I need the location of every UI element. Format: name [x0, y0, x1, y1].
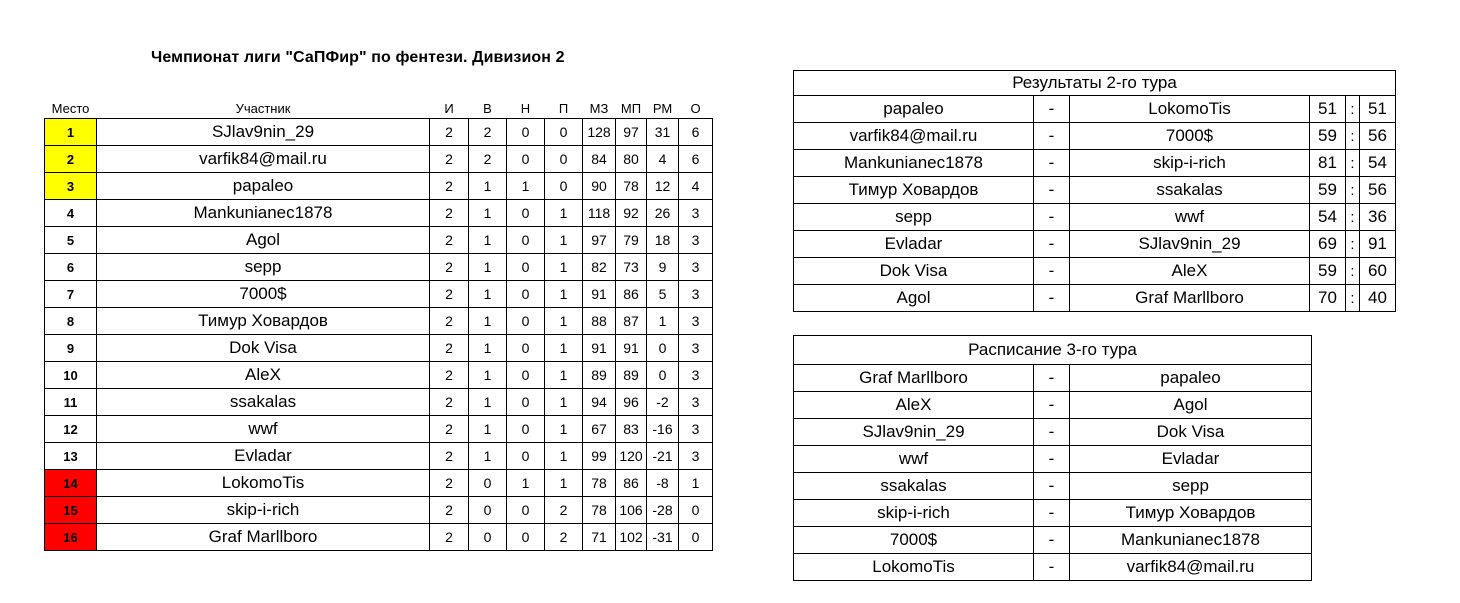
result-row: [794, 231, 1396, 258]
away-team-cell: 7000$: [1070, 123, 1310, 150]
stat-cell: 0: [647, 335, 679, 362]
standings-table: [44, 98, 713, 551]
participant-cell: 7000$: [97, 281, 430, 308]
participant-cell: ssakalas: [97, 389, 430, 416]
stat-cell: 94: [583, 389, 616, 416]
table-row: [45, 119, 713, 146]
stat-cell: 79: [616, 227, 647, 254]
col-header: П: [558, 100, 569, 116]
colon-cell: :: [1346, 285, 1360, 312]
stat-cell: 1: [507, 470, 545, 497]
away-team-cell: skip-i-rich: [1070, 150, 1310, 177]
stat-cell: 1: [545, 200, 583, 227]
participant-cell: Dok Visa: [97, 335, 430, 362]
stat-cell: 82: [583, 254, 616, 281]
stat-cell: 92: [616, 200, 647, 227]
stat-cell: 1: [545, 416, 583, 443]
stat-cell: 1: [545, 389, 583, 416]
away-team-cell: sepp: [1070, 473, 1312, 500]
col-header: И: [444, 100, 454, 116]
home-team-cell: Тимур Ховардов: [794, 177, 1034, 204]
stat-cell: 120: [616, 443, 647, 470]
stat-cell: 2: [430, 389, 469, 416]
home-team-cell: Graf Marllboro: [794, 365, 1034, 392]
home-team-cell: Evladar: [794, 231, 1034, 258]
stat-cell: -2: [647, 389, 679, 416]
home-score-cell: 59: [1310, 258, 1346, 285]
home-score-cell: 54: [1310, 204, 1346, 231]
stat-cell: 0: [507, 416, 545, 443]
stat-cell: 1: [469, 389, 507, 416]
participant-cell: Agol: [97, 227, 430, 254]
participant-cell: sepp: [97, 254, 430, 281]
home-team-cell: Mankunianec1878: [794, 150, 1034, 177]
stat-cell: 88: [583, 308, 616, 335]
stat-cell: 1: [469, 362, 507, 389]
place-cell: 4: [45, 200, 97, 227]
place-cell: 7: [45, 281, 97, 308]
stat-cell: 31: [647, 119, 679, 146]
stat-cell: 1: [469, 200, 507, 227]
dash-cell: -: [1034, 419, 1070, 446]
stat-cell: 80: [616, 146, 647, 173]
stat-cell: 0: [507, 281, 545, 308]
stat-cell: 0: [647, 362, 679, 389]
stat-cell: 1: [545, 308, 583, 335]
schedule-caption: Расписание 3-го тура: [794, 336, 1312, 365]
stat-cell: 0: [507, 308, 545, 335]
home-team-cell: Dok Visa: [794, 258, 1034, 285]
stat-cell: 91: [616, 335, 647, 362]
away-team-cell: varfik84@mail.ru: [1070, 554, 1312, 581]
col-header: МЗ: [589, 100, 609, 116]
dash-cell: -: [1034, 285, 1070, 312]
stat-cell: 1: [469, 173, 507, 200]
stat-cell: 0: [507, 335, 545, 362]
col-header: РМ: [652, 100, 673, 116]
stat-cell: 87: [616, 308, 647, 335]
away-score-cell: 91: [1360, 231, 1396, 258]
stat-cell: -16: [647, 416, 679, 443]
schedule-row: [794, 446, 1312, 473]
stat-cell: 2: [430, 362, 469, 389]
away-score-cell: 54: [1360, 150, 1396, 177]
colon-cell: :: [1346, 177, 1360, 204]
home-team-cell: SJlav9nin_29: [794, 419, 1034, 446]
dash-cell: -: [1034, 446, 1070, 473]
results-caption: Результаты 2-го тура: [794, 71, 1396, 96]
result-row: [794, 177, 1396, 204]
dash-cell: -: [1034, 500, 1070, 527]
stat-cell: 2: [430, 173, 469, 200]
colon-cell: :: [1346, 258, 1360, 285]
table-row: [45, 470, 713, 497]
participant-cell: skip-i-rich: [97, 497, 430, 524]
table-row: [45, 335, 713, 362]
stat-cell: 1: [469, 308, 507, 335]
stat-cell: 0: [507, 200, 545, 227]
stat-cell: 2: [430, 281, 469, 308]
stat-cell: 0: [507, 497, 545, 524]
result-row: [794, 258, 1396, 285]
stat-cell: 1: [469, 281, 507, 308]
participant-cell: varfik84@mail.ru: [97, 146, 430, 173]
home-team-cell: Agol: [794, 285, 1034, 312]
table-row: [45, 173, 713, 200]
dash-cell: -: [1034, 204, 1070, 231]
schedule-row: [794, 365, 1312, 392]
participant-cell: papaleo: [97, 173, 430, 200]
stat-cell: 3: [679, 389, 713, 416]
dash-cell: -: [1034, 365, 1070, 392]
stat-cell: 2: [430, 497, 469, 524]
stat-cell: 1: [469, 335, 507, 362]
away-score-cell: 56: [1360, 123, 1396, 150]
stat-cell: 3: [679, 281, 713, 308]
stat-cell: 91: [583, 335, 616, 362]
place-cell: 9: [45, 335, 97, 362]
stat-cell: 2: [430, 524, 469, 551]
colon-cell: :: [1346, 204, 1360, 231]
col-header: Место: [51, 100, 90, 116]
away-team-cell: papaleo: [1070, 365, 1312, 392]
stat-cell: 78: [583, 470, 616, 497]
home-team-cell: AleX: [794, 392, 1034, 419]
schedule-table: [793, 335, 1312, 581]
away-team-cell: Evladar: [1070, 446, 1312, 473]
stat-cell: 0: [545, 173, 583, 200]
home-team-cell: wwf: [794, 446, 1034, 473]
home-score-cell: 59: [1310, 177, 1346, 204]
stat-cell: 78: [583, 497, 616, 524]
stat-cell: 2: [430, 146, 469, 173]
away-team-cell: AleX: [1070, 258, 1310, 285]
stat-cell: 1: [469, 443, 507, 470]
stat-cell: 0: [469, 524, 507, 551]
stat-cell: 26: [647, 200, 679, 227]
stat-cell: 3: [679, 335, 713, 362]
schedule-row: [794, 419, 1312, 446]
dash-cell: -: [1034, 231, 1070, 258]
away-team-cell: Agol: [1070, 392, 1312, 419]
stat-cell: 90: [583, 173, 616, 200]
stat-cell: 1: [545, 281, 583, 308]
table-row: [45, 497, 713, 524]
place-cell: 3: [45, 173, 97, 200]
place-cell: 5: [45, 227, 97, 254]
stat-cell: 89: [583, 362, 616, 389]
stat-cell: 18: [647, 227, 679, 254]
table-row: [45, 254, 713, 281]
stat-cell: 12: [647, 173, 679, 200]
stat-cell: 1: [545, 443, 583, 470]
stat-cell: 1: [545, 254, 583, 281]
away-team-cell: Graf Marllboro: [1070, 285, 1310, 312]
stat-cell: 3: [679, 254, 713, 281]
col-header: Участник: [235, 100, 291, 116]
stat-cell: 67: [583, 416, 616, 443]
stat-cell: 99: [583, 443, 616, 470]
stat-cell: 106: [616, 497, 647, 524]
stat-cell: 1: [545, 335, 583, 362]
stat-cell: 2: [430, 227, 469, 254]
stat-cell: 5: [647, 281, 679, 308]
result-row: [794, 150, 1396, 177]
participant-cell: Evladar: [97, 443, 430, 470]
away-team-cell: ssakalas: [1070, 177, 1310, 204]
place-cell: 2: [45, 146, 97, 173]
colon-cell: :: [1346, 150, 1360, 177]
table-row: [45, 362, 713, 389]
stat-cell: -28: [647, 497, 679, 524]
stat-cell: 3: [679, 443, 713, 470]
stat-cell: 128: [583, 119, 616, 146]
away-score-cell: 60: [1360, 258, 1396, 285]
result-row: [794, 285, 1396, 312]
table-row: [45, 389, 713, 416]
dash-cell: -: [1034, 258, 1070, 285]
home-team-cell: ssakalas: [794, 473, 1034, 500]
home-team-cell: sepp: [794, 204, 1034, 231]
away-team-cell: Mankunianec1878: [1070, 527, 1312, 554]
stat-cell: 89: [616, 362, 647, 389]
dash-cell: -: [1034, 96, 1070, 123]
colon-cell: :: [1346, 96, 1360, 123]
place-cell: 11: [45, 389, 97, 416]
stat-cell: 1: [545, 470, 583, 497]
colon-cell: :: [1346, 231, 1360, 258]
stat-cell: 0: [679, 497, 713, 524]
stat-cell: 84: [583, 146, 616, 173]
stat-cell: 91: [583, 281, 616, 308]
stat-cell: 0: [507, 362, 545, 389]
stat-cell: 2: [430, 443, 469, 470]
schedule-row: [794, 527, 1312, 554]
table-row: [45, 308, 713, 335]
stat-cell: 96: [616, 389, 647, 416]
stat-cell: 2: [469, 119, 507, 146]
stat-cell: 2: [430, 416, 469, 443]
table-row: [45, 200, 713, 227]
place-cell: 15: [45, 497, 97, 524]
away-team-cell: LokomoTis: [1070, 96, 1310, 123]
participant-cell: wwf: [97, 416, 430, 443]
stat-cell: -31: [647, 524, 679, 551]
result-row: [794, 204, 1396, 231]
place-cell: 6: [45, 254, 97, 281]
schedule-row: [794, 392, 1312, 419]
home-team-cell: skip-i-rich: [794, 500, 1034, 527]
stat-cell: 6: [679, 146, 713, 173]
stat-cell: 1: [679, 470, 713, 497]
stat-cell: 2: [430, 470, 469, 497]
stat-cell: 97: [616, 119, 647, 146]
schedule-row: [794, 500, 1312, 527]
stat-cell: 2: [430, 335, 469, 362]
stat-cell: 0: [545, 146, 583, 173]
stat-cell: 83: [616, 416, 647, 443]
col-header: В: [483, 100, 492, 116]
place-cell: 1: [45, 119, 97, 146]
stat-cell: 0: [507, 227, 545, 254]
home-team-cell: papaleo: [794, 96, 1034, 123]
participant-cell: LokomoTis: [97, 470, 430, 497]
table-row: [45, 281, 713, 308]
stat-cell: 0: [679, 524, 713, 551]
dash-cell: -: [1034, 473, 1070, 500]
stat-cell: 2: [545, 524, 583, 551]
stat-cell: 4: [647, 146, 679, 173]
away-team-cell: Dok Visa: [1070, 419, 1312, 446]
stat-cell: 0: [507, 119, 545, 146]
dash-cell: -: [1034, 392, 1070, 419]
col-header: О: [690, 100, 701, 116]
result-row: [794, 123, 1396, 150]
away-score-cell: 36: [1360, 204, 1396, 231]
stat-cell: 0: [507, 524, 545, 551]
away-score-cell: 40: [1360, 285, 1396, 312]
place-cell: 10: [45, 362, 97, 389]
participant-cell: Mankunianec1878: [97, 200, 430, 227]
stat-cell: 1: [545, 362, 583, 389]
away-score-cell: 56: [1360, 177, 1396, 204]
col-header: МП: [620, 100, 642, 116]
place-cell: 12: [45, 416, 97, 443]
home-score-cell: 70: [1310, 285, 1346, 312]
stat-cell: 1: [647, 308, 679, 335]
home-score-cell: 59: [1310, 123, 1346, 150]
away-team-cell: SJlav9nin_29: [1070, 231, 1310, 258]
stat-cell: 118: [583, 200, 616, 227]
dash-cell: -: [1034, 150, 1070, 177]
home-team-cell: varfik84@mail.ru: [794, 123, 1034, 150]
away-team-cell: wwf: [1070, 204, 1310, 231]
stat-cell: 3: [679, 416, 713, 443]
stat-cell: 97: [583, 227, 616, 254]
stat-cell: 1: [469, 227, 507, 254]
stat-cell: 1: [469, 416, 507, 443]
stat-cell: 73: [616, 254, 647, 281]
table-row: [45, 443, 713, 470]
stat-cell: 1: [507, 173, 545, 200]
away-score-cell: 51: [1360, 96, 1396, 123]
stat-cell: 0: [469, 470, 507, 497]
stat-cell: 2: [469, 146, 507, 173]
stat-cell: 86: [616, 281, 647, 308]
stat-cell: 2: [545, 497, 583, 524]
participant-cell: AleX: [97, 362, 430, 389]
table-row: [45, 416, 713, 443]
stat-cell: 78: [616, 173, 647, 200]
stat-cell: 0: [507, 146, 545, 173]
home-score-cell: 81: [1310, 150, 1346, 177]
stat-cell: 0: [507, 389, 545, 416]
stat-cell: 0: [507, 254, 545, 281]
stat-cell: 3: [679, 227, 713, 254]
dash-cell: -: [1034, 554, 1070, 581]
stat-cell: 71: [583, 524, 616, 551]
place-cell: 13: [45, 443, 97, 470]
table-row: [45, 227, 713, 254]
participant-cell: Graf Marllboro: [97, 524, 430, 551]
colon-cell: :: [1346, 123, 1360, 150]
stat-cell: 4: [679, 173, 713, 200]
place-cell: 16: [45, 524, 97, 551]
stat-cell: 102: [616, 524, 647, 551]
schedule-row: [794, 554, 1312, 581]
stat-cell: 0: [507, 443, 545, 470]
home-score-cell: 69: [1310, 231, 1346, 258]
participant-cell: Тимур Ховардов: [97, 308, 430, 335]
stat-cell: 1: [469, 254, 507, 281]
table-row: [45, 146, 713, 173]
stat-cell: 3: [679, 362, 713, 389]
dash-cell: -: [1034, 527, 1070, 554]
stat-cell: -8: [647, 470, 679, 497]
stat-cell: 6: [679, 119, 713, 146]
schedule-row: [794, 473, 1312, 500]
page-title: Чемпионат лиги "СаПФир" по фентези. Дивизион 2: [151, 49, 565, 66]
place-cell: 8: [45, 308, 97, 335]
result-row: [794, 96, 1396, 123]
place-cell: 14: [45, 470, 97, 497]
col-header: Н: [520, 100, 531, 116]
participant-cell: SJlav9nin_29: [97, 119, 430, 146]
stat-cell: 0: [545, 119, 583, 146]
stat-cell: 0: [469, 497, 507, 524]
stat-cell: 1: [545, 227, 583, 254]
home-team-cell: LokomoTis: [794, 554, 1034, 581]
stat-cell: 2: [430, 308, 469, 335]
home-score-cell: 51: [1310, 96, 1346, 123]
stat-cell: -21: [647, 443, 679, 470]
standings-header-row: [45, 98, 713, 119]
stat-cell: 86: [616, 470, 647, 497]
results-table: [793, 70, 1396, 312]
dash-cell: -: [1034, 177, 1070, 204]
table-row: [45, 524, 713, 551]
stat-cell: 2: [430, 254, 469, 281]
stat-cell: 3: [679, 200, 713, 227]
away-team-cell: Тимур Ховардов: [1070, 500, 1312, 527]
stat-cell: 2: [430, 119, 469, 146]
stat-cell: 3: [679, 308, 713, 335]
stat-cell: 9: [647, 254, 679, 281]
stat-cell: 2: [430, 200, 469, 227]
dash-cell: -: [1034, 123, 1070, 150]
home-team-cell: 7000$: [794, 527, 1034, 554]
